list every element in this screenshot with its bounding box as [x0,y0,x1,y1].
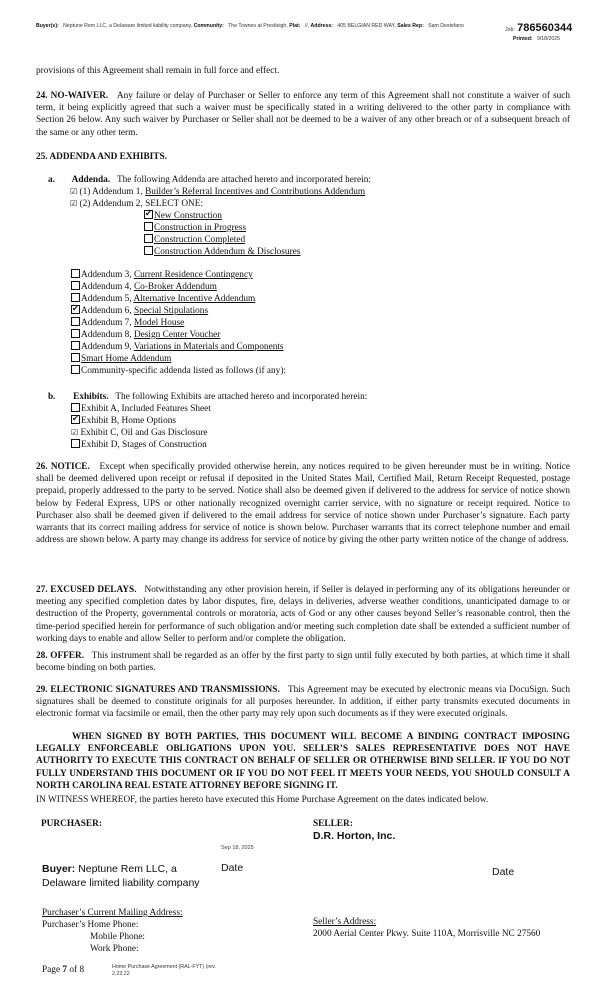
binding-contract-warning: WHEN SIGNED BY BOTH PARTIES, THIS DOCUMENT WILL BECOME A BINDING CONTRACT IMPOSING LEGALLY ENFORCEABLE OBLIGATIONS UPON YOU. SELLER’S SALES REPRESENTATIVE DOES NOT HAVE AUTHORITY TO EXECUTE THIS CONTRACT ON BEHALF OF SELLER OR OTHERWISE BIND SELLER. IF YOU DO NOT FULLY UNDERSTAND THIS DOCUMENT OR IF YOU DO NOT FEEL IT MEETS YOUR NEEDS, YOU SHOULD CONSULT A NORTH CAROLINA REAL ESTATE ATTORNEY BEFORE SIGNING IT. [36,732,570,791]
addendum-smart-home [71,353,286,365]
exhibit-label: Exhibit B, Home Options [81,416,177,426]
community-value: The Townes at Prestleigh, [228,23,288,29]
addendum-6 [71,305,286,317]
exhibits-list [71,403,211,451]
checkbox-icon[interactable] [144,222,153,231]
addendum-link[interactable]: Alternative Incentive Addendum [133,294,256,304]
home-phone-label: Purchaser’s Home Phone: [42,920,139,930]
checkbox-icon[interactable] [71,317,80,326]
form-name [112,964,216,978]
addenda-list [71,269,286,377]
exhibits-heading [48,391,367,403]
addenda-title: Addenda. [71,175,111,185]
addendum-3 [71,269,286,281]
addendum-link[interactable]: Co-Broker Addendum [133,282,217,292]
checkbox-checked-icon[interactable] [71,415,80,424]
page-current: 7 [62,965,68,975]
option-construction-completed [144,234,300,246]
page-total: of 8 [69,965,85,975]
exhibit-c [71,427,211,439]
addenda-letter: a. [48,175,55,185]
form-revision: 2.23.22 [112,971,130,977]
addendum-prefix: Addendum 6, [81,306,132,316]
purchaser-mailing-address-label: Purchaser’s Current Mailing Address: [42,908,183,918]
buyers-label: Buyer(s): [36,23,59,29]
section-28-body: This instrument shall be regarded as an offer by the first party to sign until fully executed by both parties, at which time it shall become binding on both parties. [36,651,570,674]
checkbox-checked-icon[interactable]: ☑ [70,187,78,196]
page-number [42,964,84,976]
checkbox-icon[interactable] [71,439,80,448]
exhibits-title: Exhibits. [73,392,109,402]
section-27-title: 27. EXCUSED DELAYS. [36,585,137,595]
addendum-1-prefix: (1) Addendum 1, [79,187,143,197]
seller-address-block [313,916,540,940]
job-number [505,22,572,34]
printed-label: Printed: [513,36,533,42]
exhibit-a [71,403,211,415]
addendum-1-link[interactable]: Builder’s Referral Incentives and Contributions Addendum [145,187,366,197]
seller-date-label: Date [492,866,515,878]
addendum-prefix: Addendum 9, [81,342,132,352]
checkbox-checked-icon[interactable] [144,210,153,219]
addendum-prefix: Addendum 3, [81,270,132,280]
seller-name: D.R. Horton, Inc. [313,830,396,842]
page-prefix: Page [42,965,61,975]
addendum-prefix: Addendum 5, [81,294,132,304]
form-title: Home Purchase Agreement (RAL-FYT) (rev. [112,964,216,970]
section-24 [36,90,570,139]
continuation-text: provisions of this Agreement shall remain in full force and effect. [36,66,280,76]
purchaser-contact-block [42,907,183,955]
buyer-label: Buyer: [42,863,76,875]
checkbox-checked-icon[interactable]: ☑ [70,199,78,208]
addendum-1 [70,186,365,198]
mobile-phone-label: Mobile Phone: [90,932,146,942]
addendum-link[interactable]: Current Residence Contingency [133,270,253,280]
seller-address-label: Seller’s Address: [313,917,377,927]
buyer-name-line-2: Delaware limited liability company [42,877,200,889]
checkbox-icon[interactable] [71,329,80,338]
option-label: Construction in Progress [154,223,246,233]
checkbox-icon[interactable] [144,246,153,255]
addendum-link[interactable]: Special Stipulations [133,306,209,316]
seller-address-value: 2000 Aerial Center Pkwy. Suite 110A, Morrisville NC 27560 [313,929,541,939]
sales-rep-label: Sales Rep: [397,23,424,29]
checkbox-icon[interactable] [71,269,80,278]
option-label: Construction Completed [154,235,246,245]
addendum-link[interactable]: Model House [133,318,185,328]
checkbox-checked-icon[interactable] [71,305,80,314]
job-value: 786560344 [517,22,573,34]
section-29 [36,684,570,721]
purchaser-date-label: Date [221,862,244,874]
plat-label: Plat: [289,23,301,29]
addendum-2 [70,198,203,210]
purchaser-label: PURCHASER: [41,819,102,829]
option-new-construction [144,210,300,222]
option-label: New Construction [154,211,222,221]
exhibits-letter: b. [48,392,56,402]
exhibit-label: Exhibit C, Oil and Gas Disclosure [80,428,208,438]
section-26-body: Except when specifically provided otherwise herein, any notices required to be given hereunder must be in writing. Notice shall be deemed delivered upon receipt or refusal if deposited in the United States Mail, Certified Mail, Return Receipt Requested, postage prepaid, properly addressed to the party to be served. Notice shall also be deemed given if delivered to the address for service of notice shown below by Federal Express, UPS or other nationally recognized overnight carrier service, with no signature or receipt required. Notice to Purchaser also shall be deemed given if delivered to the email address for service of notice shown under Purchaser’s signature. Each party warrants that its correct mailing address for service of notice is shown below. Purchaser warrants that its correct telephone number and email address are shown below. A party may change its address for service of notice by giving the other party written notice of the change of address. [36,462,570,546]
option-construction-addendum [144,246,300,258]
checkbox-icon[interactable] [71,365,80,374]
plat-value: //, [304,23,310,29]
section-29-body: This Agreement may be executed by electronic means via DocuSign. Such signatures shall be deemed to constitute originals for all purposes hereunder. In addition, if either party transmits executed documents in electronic format via facsimile or email, then the other party may rely upon such documents as if they were executed originals. [36,685,570,720]
section-26-title: 26. NOTICE. [36,462,90,472]
addendum-link[interactable]: Design Center Voucher [133,330,221,340]
addendum-community-specific [71,365,286,377]
document-header [36,23,466,30]
exhibit-label: Exhibit D, Stages of Construction [81,440,207,450]
job-label: Job: [505,27,515,33]
addendum-link[interactable]: Smart Home Addendum [81,354,172,364]
exhibit-d [71,439,211,451]
section-25-heading: 25. ADDENDA AND EXHIBITS. [36,152,167,162]
addendum-8 [71,329,286,341]
section-29-title: 29. ELECTRONIC SIGNATURES AND TRANSMISSIONS. [36,685,280,695]
checkbox-checked-icon[interactable]: ☑ [71,428,79,437]
witness-statement: IN WITNESS WHEREOF, the parties hereto have executed this Home Purchase Agreement on the dates indicated below. [36,795,489,805]
addenda-intro: The following Addenda are attached hereto and incorporated herein: [116,175,371,185]
section-26 [36,461,570,546]
addendum-2-options [144,210,300,258]
addendum-link[interactable]: Variations in Materials and Components [133,342,284,352]
work-phone-label: Work Phone: [90,944,139,954]
checkbox-icon[interactable] [71,403,80,412]
addendum-5 [71,293,286,305]
section-25-title [36,151,570,163]
section-27-body: Notwithstanding any other provision herein, if Seller is delayed in performing any of its obligations hereunder or meeting any specified completion dates by labor disputes, fire, delays in deliveries, adverse weather conditions, unanticipated damage to or destruction of the Property, governmental controls or moratoria, acts of God or any other causes beyond Seller’s reasonable control, then the time-period specified herein for performance of such obligation and/or meeting such completion date shall be extended a sufficient number of working days to enable and allow Seller to perform and/or complete the obligation. [36,585,570,644]
printed-date [513,36,560,43]
purchaser-signed-date: Sep 18, 2025 [221,845,254,851]
option-label: Construction Addendum & Disclosures [154,247,301,257]
addendum-7 [71,317,286,329]
addendum-prefix: Addendum 8, [81,330,132,340]
section-28-title: 28. OFFER. [36,651,85,661]
printed-value: 9/18/2025 [536,36,561,42]
exhibit-b [71,415,211,427]
address-value: 405 BELGIAN RED WAY, [337,23,396,29]
address-label: Address: [310,23,334,29]
section-27 [36,584,570,645]
checkbox-icon[interactable] [144,234,153,243]
checkbox-icon[interactable] [71,293,80,302]
buyer-name-line-1: Neptune Rem LLC, a [78,863,177,875]
exhibit-label: Exhibit A, Included Features Sheet [81,404,211,414]
addendum-4 [71,281,286,293]
checkbox-icon[interactable] [71,341,80,350]
addendum-9 [71,341,286,353]
addenda-heading [48,174,371,186]
checkbox-icon[interactable] [71,281,80,290]
addendum-prefix: Community-specific addenda listed as follows (if any): [81,366,286,376]
exhibits-intro: The following Exhibits are attached hereto and incorporated herein: [115,392,368,402]
option-construction-in-progress [144,222,300,234]
sales-rep-value: Sam Destefano [428,23,464,29]
section-28 [36,650,570,674]
buyers-value: Neptune Rem LLC, a Delaware limited liability company, [63,23,193,29]
addendum-2-prefix: (2) Addendum 2, SELECT ONE: [79,199,204,209]
buyer-signature-block [42,862,200,890]
checkbox-icon[interactable] [71,353,80,362]
seller-label: SELLER: [313,819,353,829]
section-24-body: Any failure or delay of Purchaser or Seller to enforce any term of this Agreement shall not constitute a waiver of such term, it being explicitly agreed that such a waiver must be specifically stated in a writing delivered to the other party in compliance with Section 26 below. Any such waiver by Purchaser or Seller shall not be deemed to be a waiver of any other breach or of a subsequent breach of the same or any other term. [36,91,570,138]
section-24-title: 24. NO-WAIVER. [36,91,109,101]
community-label: Community: [193,23,224,29]
addendum-prefix: Addendum 7, [81,318,132,328]
addendum-prefix: Addendum 4, [81,282,132,292]
